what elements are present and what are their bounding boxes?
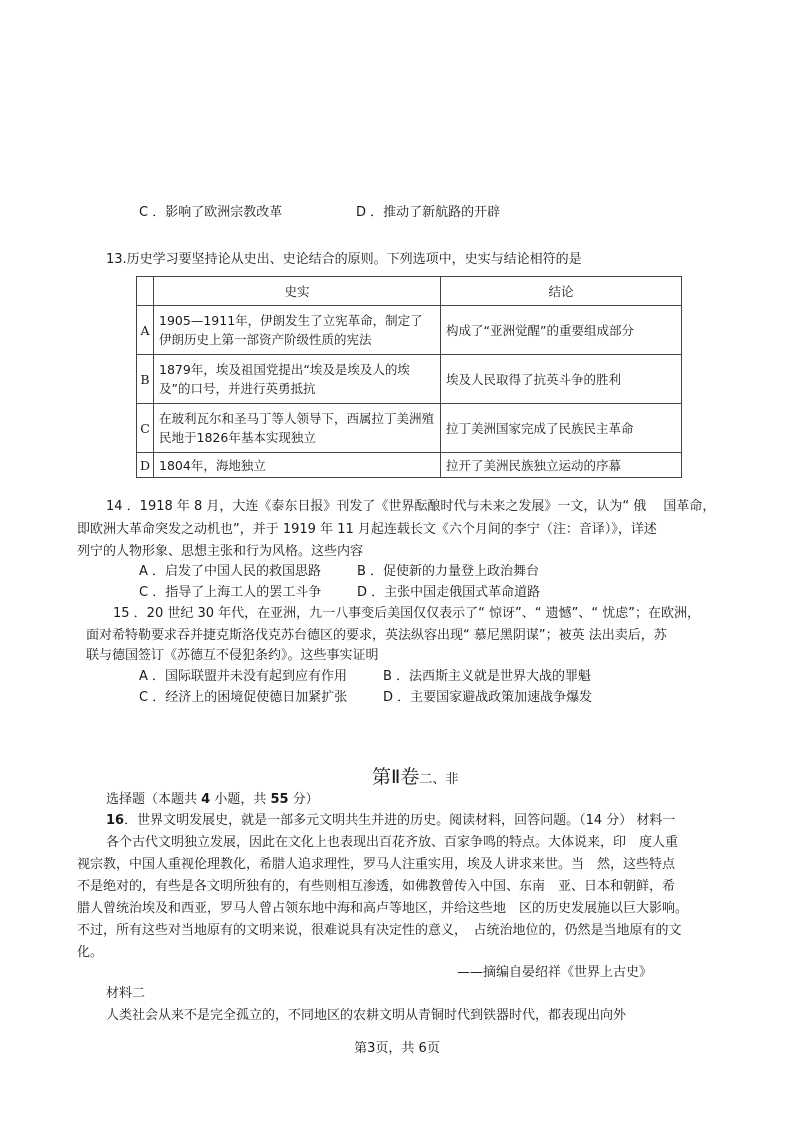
q16-line6: 不过，所有这些对当地原有的文明来说，很难说具有决定性的意义， 占统治地位的，仍然是当地原有的文: [77, 923, 682, 938]
subtitle-prefix: 选择题（本题共: [106, 792, 202, 807]
row-conclusion: 埃及人民取得了抗英斗争的胜利: [441, 355, 682, 404]
row-label: A: [137, 306, 154, 355]
part2-title: [372, 762, 458, 789]
material2-label: 材料二: [106, 986, 146, 1001]
table-row: [137, 404, 682, 453]
part2-title-suffix: 二、非: [419, 772, 459, 787]
row-label: B: [137, 355, 154, 404]
table-header-fact: 史实: [154, 277, 441, 306]
subtitle-mid: 小题，共: [210, 792, 271, 807]
q14-line2: 即欧洲大革命突发之动机也”，并于 1919 年 11 月起连载长文《六个月间的李宁（注：音译）》，详述: [77, 522, 657, 537]
q15-line3: 联与德国签订《苏德互不侵犯条约》。这些事实证明: [86, 648, 379, 663]
part2-subtitle: [106, 792, 319, 808]
q16-line5: 腊人曾统治埃及和西亚，罗马人曾占领东地中海和高卢等地区，并给这些地 区的历史发展施以巨大影响。: [77, 901, 689, 916]
subtitle-count: 4: [201, 792, 211, 807]
row-fact: 1804年，海地独立: [154, 453, 441, 478]
q16-line3: 视宗教，中国人重视伦理教化，希腊人追求理性，罗马人注重实用，埃及人讲求来世。当 然，这些特点: [77, 857, 676, 872]
q16-line2: 各个古代文明独立发展，因此在文化上也表现出百花齐放、百家争鸣的特点。大体说来，印 度人重: [106, 835, 679, 850]
q14-option-b: B ．促使新的力量登上政治舞台: [357, 564, 540, 579]
table-row: [137, 306, 682, 355]
q15-option-b: B ．法西斯主义就是世界大战的罪魁: [383, 669, 592, 684]
q14-option-d: D ．主张中国走俄国式革命道路: [357, 585, 541, 600]
row-label: D: [137, 453, 154, 478]
table-header-label: [137, 277, 154, 306]
q16-line7: 化。: [77, 945, 104, 960]
page-footer: 第3页，共 6页: [354, 1041, 440, 1056]
material2-line1: 人类社会从来不是完全孤立的，不同地区的农耕文明从青铜时代到铁器时代，都表现出向外: [106, 1008, 627, 1023]
q13-table: [136, 276, 682, 478]
q14-line3: 列宁的人物形象、思想主张和行为风格。这些内容: [77, 544, 364, 559]
q15-option-a: A ．国际联盟并未没有起到应有作用: [139, 669, 348, 684]
row-conclusion: 拉开了美洲民族独立运动的序幕: [441, 453, 682, 478]
q16-line1: [106, 813, 675, 829]
q12-option-c: C ．影响了欧洲宗教改革: [139, 205, 283, 220]
q15-option-d: D ．主要国家避战政策加速战争爆发: [383, 690, 593, 705]
table-header-conclusion: 结论: [441, 277, 682, 306]
q15-option-c: C ．经济上的困境促使德日加紧扩张: [139, 690, 348, 705]
row-fact: 1905—1911年，伊朗发生了立宪革命，制定了伊朗历史上第一部资产阶级性质的宪法: [154, 306, 441, 355]
q16-line4: 不是绝对的，有些是各文明所独有的，有些则相互渗透，如佛教曾传入中国、东南 亚、日本和朝鲜，希: [77, 879, 676, 894]
q16-number: 16: [106, 813, 125, 828]
row-conclusion: 拉丁美洲国家完成了民族民主革命: [441, 404, 682, 453]
q12-option-d: D ．推动了新航路的开辟: [356, 205, 501, 220]
q14-option-c: C ．指导了上海工人的罢工斗争: [139, 585, 322, 600]
q14-line1: 14 ．1918 年 8 月，大连《泰东日报》刊发了《世界酝酿时代与未来之发展》一文，认为“ 俄 国革命，: [106, 499, 716, 514]
q15-line1: 15 ．20 世纪 30 年代，在亚洲，九一八事变后美国仅仅表示了“ 惊讶”、“ 遗憾”、“ 忧虑”；在欧洲，: [113, 606, 700, 621]
table-row: [137, 355, 682, 404]
q15-line2: 面对希特勒要求吞并捷克斯洛伐克苏台德区的要求，英法纵容出现“ 慕尼黑阴谋”；被英 法出卖后，苏: [86, 628, 667, 643]
table-header-row: [137, 277, 682, 306]
part2-title-main: 第Ⅱ卷: [372, 766, 420, 788]
row-conclusion: 构成了“亚洲觉醒”的重要组成部分: [441, 306, 682, 355]
row-fact: 在玻利瓦尔和圣马丁等人领导下，西属拉丁美洲殖民地于1826年基本实现独立: [154, 404, 441, 453]
subtitle-suffix: 分）: [288, 792, 319, 807]
q13-stem: 13.历史学习要坚持论从史出、史论结合的原则。下列选项中，史实与结论相符的是: [106, 252, 582, 267]
table-row: [137, 453, 682, 478]
q14-option-a: A ．启发了中国人民的救国思路: [139, 564, 322, 579]
row-label: C: [137, 404, 154, 453]
subtitle-score: 55: [270, 792, 289, 807]
q16-source: ——摘编自晏绍祥《世界上古史》: [457, 965, 653, 980]
q16-line1-text: ．世界文明发展史，就是一部多元文明共生并进的历史。阅读材料，回答问题。（14 分） 材料一: [124, 813, 676, 828]
row-fact: 1879年，埃及祖国党提出“埃及是埃及人的埃及”的口号，并进行英勇抵抗: [154, 355, 441, 404]
